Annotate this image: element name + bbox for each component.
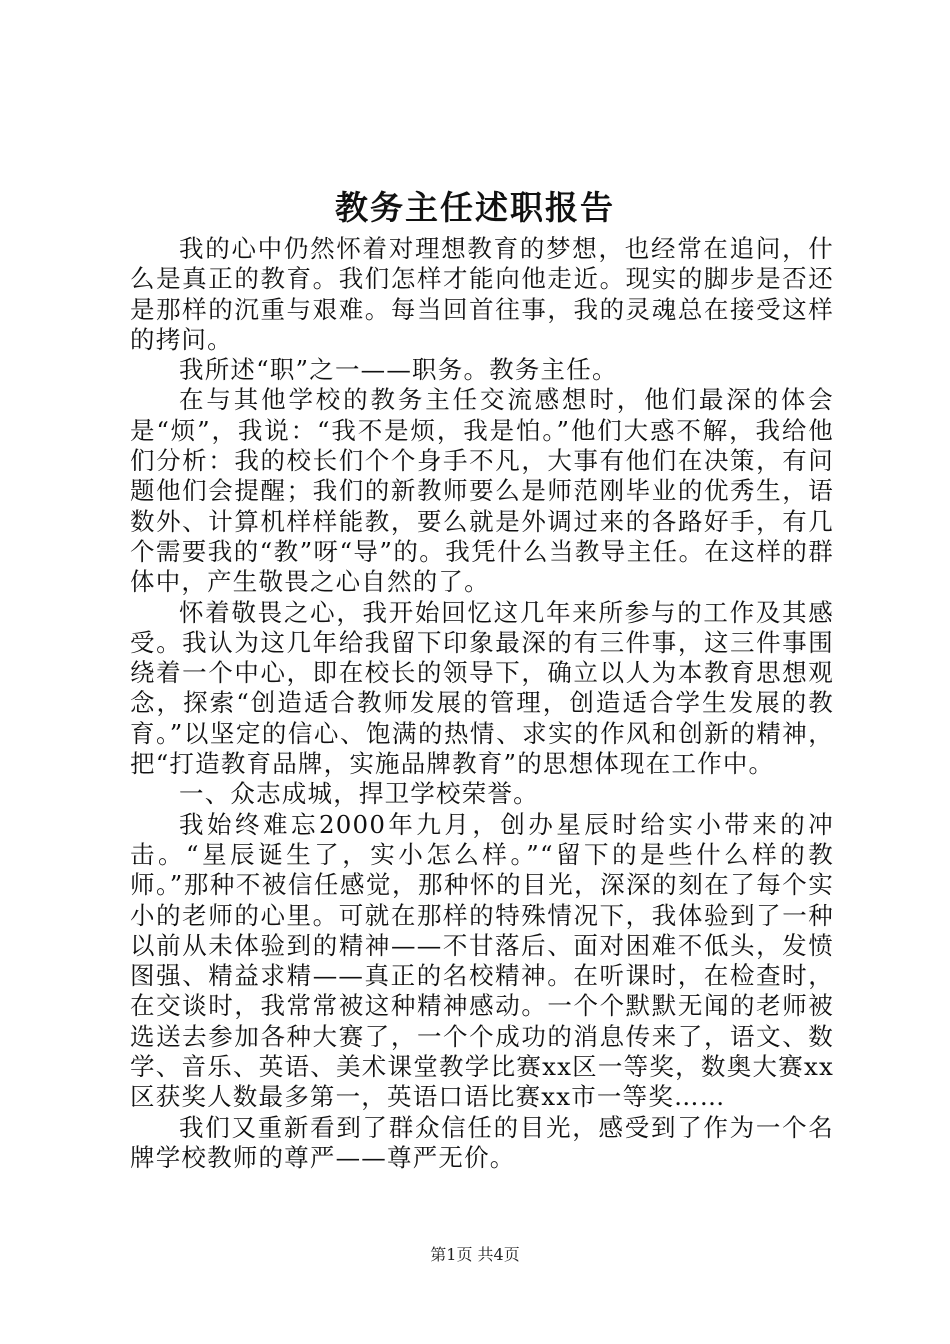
paragraph-2: 我所述“职”之一——职务。教务主任。 — [179, 355, 618, 385]
paragraph-6: 我们又重新看到了群众信任的目光，感受到了作为一个名牌学校教师的尊严——尊严无价。 — [130, 1112, 834, 1172]
paragraph-5: 我始终难忘2000年九月，创办星辰时给实小带来的冲击。“星辰诞生了，实小怎么样。”“留下的是些什么样的教师。”那种不被信任感觉，那种怀的目光，深深的刻在了每个实小的老师的心里。可就在那样的特殊情况下，我体验到了一种以前从未体验到的精神——不甘落后、面对困难不低头，发愤图强、精益求精——真正的名校精神。在听课时，在检查时，在交谈时，我常常被这种精神感动。一个个默默无闻的老师被选送去参加各种大赛了，一个个成功的消息传来了，语文、数学、音乐、英语、美术课堂教学比赛xx区一等奖，数奥大赛xx区获奖人数最多第一，英语口语比赛xx市一等奖…… — [130, 809, 834, 1112]
paragraph-4: 怀着敬畏之心，我开始回忆这几年来所参与的工作及其感受。我认为这几年给我留下印象最深的有三件事，这三件事围绕着一个中心，即在校长的领导下，确立以人为本教育思想观念，探索“创造适合教师发展的管理，创造适合学生发展的教育。”以坚定的信心、饱满的热情、求实的作风和创新的精神，把“打造教育品牌，实施品牌教育”的思想体现在工作中。 — [130, 597, 834, 779]
paragraph-3: 在与其他学校的教务主任交流感想时，他们最深的体会是“烦”，我说：“我不是烦，我是怕。”他们大惑不解，我给他们分析：我的校长们个个身手不凡，大事有他们在决策，有问题他们会提醒；我们的新教师要么是师范刚毕业的优秀生，语数外、计算机样样能教，要么就是外调过来的各路好手，有几个需要我的“教”呀“导”的。我凭什么当教导主任。在这样的群体中，产生敬畏之心自然的了。 — [130, 385, 834, 597]
section-heading-1: 一、众志成城，捍卫学校荣誉。 — [179, 779, 539, 809]
paragraph-1: 我的心中仍然怀着对理想教育的梦想，也经常在追问，什么是真正的教育。我们怎样才能向他走近。现实的脚步是否还是那样的沉重与艰难。每当回首往事，我的灵魂总在接受这样的拷问。 — [130, 234, 834, 354]
document-title: 教务主任述职报告 — [335, 188, 615, 227]
document-body — [130, 234, 834, 1173]
page-number-footer: 第1页 共4页 — [430, 1245, 520, 1264]
